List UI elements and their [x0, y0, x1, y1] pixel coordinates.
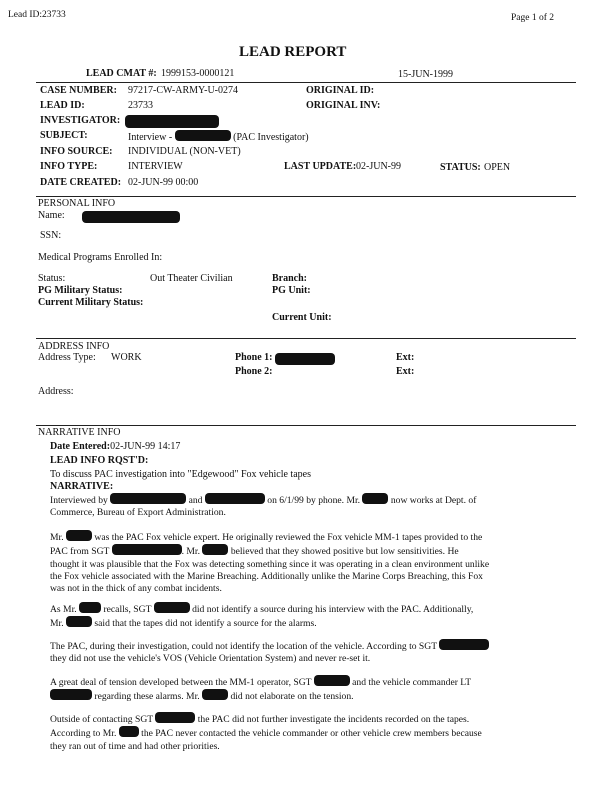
divider — [36, 338, 576, 339]
date-entered-label: Date Entered: — [50, 441, 111, 452]
case-number-value: 97217-CW-ARMY-U-0274 — [128, 85, 238, 96]
medical-programs-label: Medical Programs Enrolled In: — [38, 252, 163, 263]
subject-suffix: (PAC Investigator) — [233, 132, 309, 143]
original-inv-label: ORIGINAL INV: — [306, 100, 381, 111]
ext1-label: Ext: — [396, 352, 415, 363]
text: recalls, SGT — [103, 604, 152, 615]
narrative-paragraph-6 — [50, 712, 520, 753]
text: thought it was plausible that the Fox was detecting something since it was operating in a clean environment unlike — [50, 558, 490, 570]
text: As Mr. — [50, 604, 77, 615]
divider — [36, 196, 576, 197]
date-created-label: DATE CREATED: — [40, 177, 122, 188]
text: . Mr. — [181, 546, 200, 558]
redaction — [155, 712, 195, 723]
phone1-label: Phone 1: — [235, 352, 273, 363]
narrative-section-title: NARRATIVE INFO — [38, 427, 121, 438]
divider — [36, 425, 576, 426]
lead-info-rqst-label: LEAD INFO RQST'D: — [50, 455, 149, 466]
report-date: 15-JUN-1999 — [398, 69, 453, 80]
text: regarding these alarms. Mr. — [94, 691, 200, 703]
redaction — [175, 130, 231, 141]
cmat-value: 1999153-0000121 — [161, 68, 235, 79]
branch-label: Branch: — [272, 273, 307, 284]
text: Commerce, Bureau of Export Administration. — [50, 507, 226, 519]
subject-label: SUBJECT: — [40, 130, 88, 141]
redaction — [202, 544, 228, 555]
redaction — [202, 689, 228, 700]
redaction — [66, 616, 92, 627]
redaction — [439, 639, 489, 650]
last-update-label: LAST UPDATE: — [284, 161, 357, 172]
case-number-label: CASE NUMBER: — [40, 85, 117, 96]
info-source-value: INDIVIDUAL (NON-VET) — [128, 146, 241, 157]
text: Mr. — [50, 532, 64, 543]
text: the PAC did not further investigate the incidents recorded on the tapes. — [197, 714, 470, 725]
address-type-value: WORK — [111, 352, 142, 363]
redaction — [154, 602, 190, 613]
text: they did not use the vehicle's VOS (Vehicle Orientation System) and never re-set it. — [50, 653, 371, 665]
status-mil-value: Out Theater Civilian — [150, 273, 233, 284]
text: PAC from SGT — [50, 546, 110, 558]
address-label: Address: — [38, 386, 74, 397]
address-type-label: Address Type: — [38, 352, 96, 363]
lead-id-value: 23733 — [128, 100, 153, 111]
narrative-paragraph-2 — [50, 530, 520, 595]
narrative-paragraph-1 — [50, 493, 520, 520]
text: and the vehicle commander LT — [352, 677, 472, 688]
redaction — [119, 726, 139, 737]
text: was the PAC Fox vehicle expert. He originally reviewed the Fox vehicle MM-1 tapes provided to the — [94, 532, 483, 543]
subject-value — [128, 130, 309, 143]
lead-id-label: LEAD ID: — [40, 100, 85, 111]
text: According to Mr. — [50, 728, 117, 740]
date-entered — [50, 441, 180, 452]
date-created-value: 02-JUN-99 00:00 — [128, 177, 199, 188]
text: on 6/1/99 by phone. Mr. — [267, 495, 361, 506]
pg-unit-label: PG Unit: — [272, 285, 311, 296]
text: was not in the thick of any combat incidents. — [50, 583, 222, 595]
text: did not elaborate on the tension. — [230, 691, 354, 703]
current-military-status-label: Current Military Status: — [38, 297, 144, 308]
phone2-label: Phone 2: — [235, 366, 273, 377]
redaction — [50, 689, 92, 700]
text: A great deal of tension developed between the MM-1 operator, SGT — [50, 677, 312, 688]
narrative-paragraph-5 — [50, 675, 520, 704]
date-entered-value: 02-JUN-99 14:17 — [110, 441, 181, 452]
last-update-value: 02-JUN-99 — [356, 161, 401, 172]
text: Mr. — [50, 618, 64, 630]
redaction — [66, 530, 92, 541]
ext2-label: Ext: — [396, 366, 415, 377]
text: the Fox vehicle associated with the Marine Breaching. Additionally unlike the Marine Corps Breaching, this Fox — [50, 570, 483, 582]
redaction — [110, 493, 186, 504]
page-title: LEAD REPORT — [239, 44, 347, 60]
text: said that the tapes did not identify a source for the alarms. — [94, 618, 317, 630]
info-type-label: INFO TYPE: — [40, 161, 98, 172]
text: Interviewed by — [50, 495, 108, 506]
lead-info-rqst-text: To discuss PAC investigation into "Edgewood" Fox vehicle tapes — [50, 469, 311, 480]
narrative-paragraph-4 — [50, 639, 520, 666]
subject-prefix: Interview - — [128, 132, 173, 143]
address-section-title: ADDRESS INFO — [38, 341, 110, 352]
narrative-label: NARRATIVE: — [50, 481, 114, 492]
text: they ran out of time and had other priorities. — [50, 740, 220, 752]
info-type-value: INTERVIEW — [128, 161, 183, 172]
text: now works at Dept. of — [390, 495, 477, 506]
status-label: STATUS: — [440, 162, 481, 173]
redaction — [205, 493, 265, 504]
status-value: OPEN — [484, 162, 511, 173]
text: believed that they showed positive but low sensitivities. He — [230, 546, 459, 558]
narrative-paragraph-3 — [50, 602, 520, 631]
cmat-label: LEAD CMAT #: — [86, 68, 157, 79]
redaction — [314, 675, 350, 686]
text: The PAC, during their investigation, could not identify the location of the vehicle. According to SGT — [50, 641, 437, 652]
redaction — [82, 209, 180, 227]
redaction — [112, 544, 182, 555]
pg-military-status-label: PG Military Status: — [38, 285, 123, 296]
investigator-label: INVESTIGATOR: — [40, 115, 121, 126]
redaction — [362, 493, 388, 504]
redaction — [79, 602, 101, 613]
ssn-label: SSN: — [40, 230, 62, 241]
status-mil-label: Status: — [38, 273, 66, 284]
divider — [36, 82, 576, 83]
info-source-label: INFO SOURCE: — [40, 146, 113, 157]
header-lead-id: Lead ID:23733 — [8, 10, 66, 20]
text: the PAC never contacted the vehicle commander or other vehicle crew members because — [141, 728, 482, 740]
text: and — [188, 495, 203, 506]
current-unit-label: Current Unit: — [272, 312, 332, 323]
name-label: Name: — [38, 210, 65, 221]
personal-section-title: PERSONAL INFO — [38, 198, 116, 209]
text: Outside of contacting SGT — [50, 714, 153, 725]
page-number: Page 1 of 2 — [511, 13, 555, 23]
text: did not identify a source during his interview with the PAC. Additionally, — [192, 604, 474, 615]
original-id-label: ORIGINAL ID: — [306, 85, 375, 96]
redaction — [275, 351, 335, 369]
